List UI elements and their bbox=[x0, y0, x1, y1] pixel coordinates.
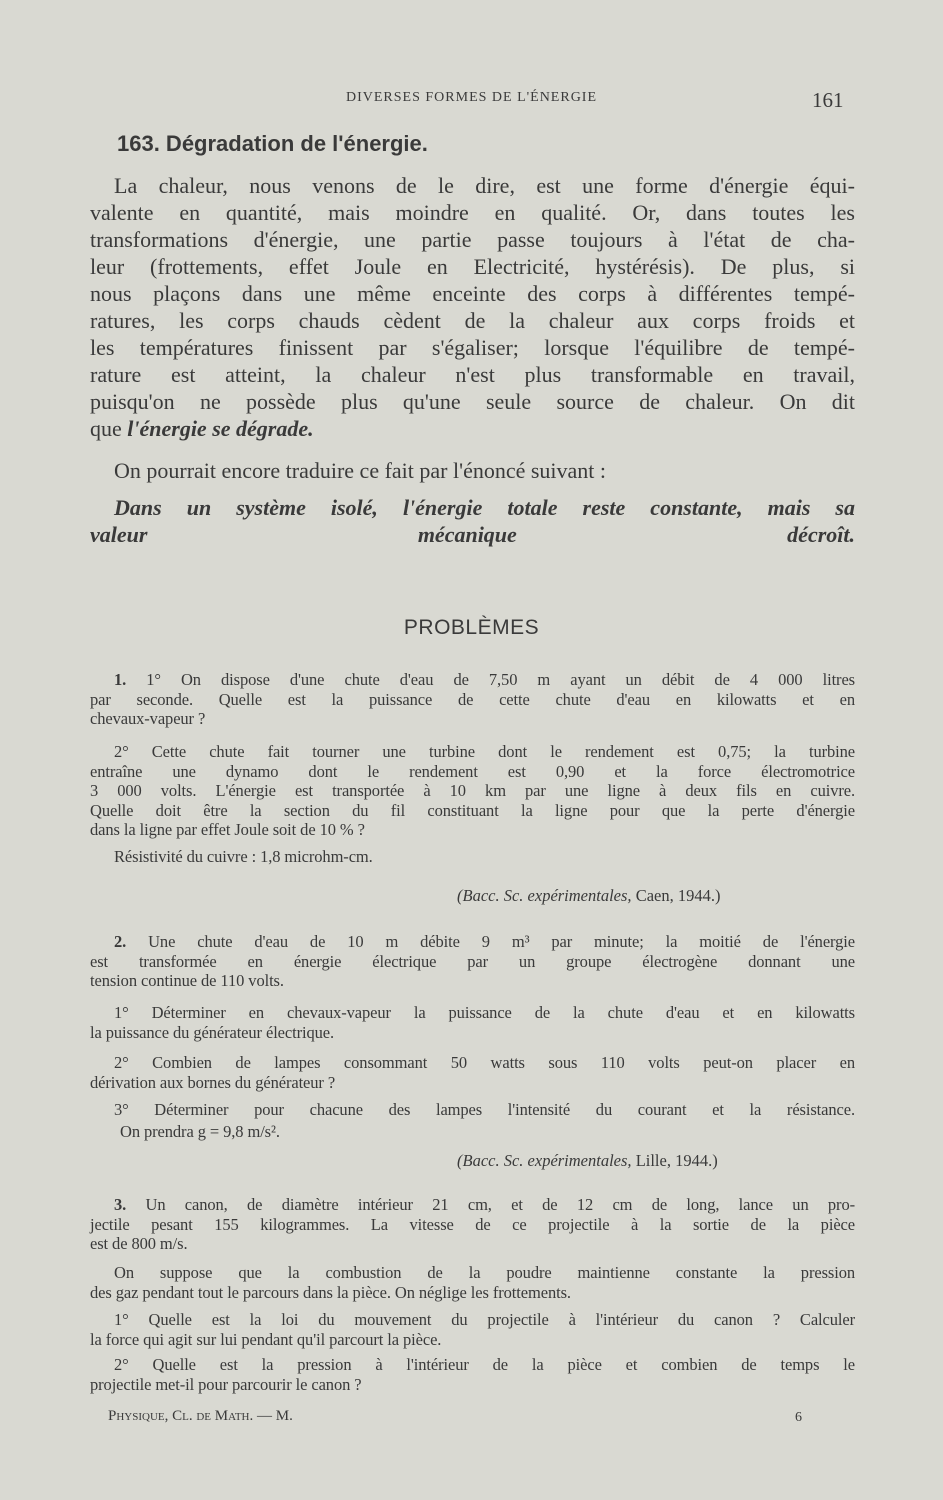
paragraph-pr3a bbox=[90, 1195, 855, 1254]
paragraph-pr2c bbox=[90, 1053, 855, 1092]
footer-signature: Physique, Cl. de Math. — M. bbox=[108, 1408, 293, 1424]
text-line: On suppose que la combustion de la poudre maintienne constante la pression bbox=[114, 1263, 855, 1282]
text-line: rature est atteint, la chaleur n'est plus transformable en travail, bbox=[90, 362, 855, 387]
text-segment: que bbox=[90, 416, 128, 441]
text-line: 2° Quelle est la pression à l'intérieur de la pièce et combien de temps le bbox=[114, 1355, 855, 1374]
paragraph-pr1a bbox=[90, 670, 855, 729]
text-line: On pourrait encore traduire ce fait par l'énoncé suivant : bbox=[114, 458, 607, 483]
text-line: des gaz pendant tout le parcours dans la pièce. On néglige les frottements. bbox=[90, 1282, 571, 1302]
text-line: On prendra g = 9,8 m/s². bbox=[120, 1122, 280, 1141]
source-citation-1 bbox=[457, 886, 720, 906]
paragraph-p2 bbox=[90, 457, 855, 484]
text-line: valente en quantité, mais moindre en qualité. Or, dans toutes les bbox=[90, 200, 855, 225]
source-ref: (Bacc. Sc. expérimentales, bbox=[457, 1151, 632, 1170]
text-line: la force qui agit sur lui pendant qu'il parcourt la pièce. bbox=[90, 1329, 442, 1349]
text-line: chevaux-vapeur ? bbox=[90, 709, 206, 728]
sheet-number: 6 bbox=[795, 1410, 802, 1425]
text-line bbox=[90, 494, 855, 521]
text-line: la puissance du générateur électrique. bbox=[90, 1022, 335, 1042]
text-segment: Une chute d'eau de 10 m débite 9 m³ par minute; la moitié de l'énergie bbox=[148, 932, 855, 951]
text-line: 3° Déterminer pour chacune des lampes l'intensité du courant et la résistance. bbox=[114, 1100, 855, 1119]
source-place: Lille, 1944.) bbox=[631, 1151, 718, 1170]
paragraph-pr1b bbox=[90, 742, 855, 840]
text-line: est transformée en énergie électrique par un groupe électrogène donnant une bbox=[90, 951, 855, 971]
text-line: 2° Combien de lampes consommant 50 watts sous 110 volts peut-on placer en bbox=[114, 1053, 855, 1072]
text-line: La chaleur, nous venons de le dire, est une forme d'énergie équi- bbox=[114, 173, 855, 198]
text-line: Résistivité du cuivre : 1,8 microhm-cm. bbox=[114, 847, 373, 866]
text-line: est de 800 m/s. bbox=[90, 1234, 188, 1253]
paragraph-pr2a bbox=[90, 932, 855, 991]
text-line bbox=[90, 521, 855, 548]
text-line: nous plaçons dans une même enceinte des corps à différentes tempé- bbox=[90, 281, 855, 306]
paragraph-p3 bbox=[90, 494, 855, 548]
source-citation-2 bbox=[457, 1151, 718, 1171]
section-title: 163. Dégradation de l'énergie. bbox=[117, 131, 428, 156]
text-line: puisqu'on ne possède plus qu'une seule source de chaleur. On dit bbox=[90, 389, 855, 414]
text-segment: Dans un système isolé, l'énergie totale reste constante, mais sa bbox=[114, 495, 855, 520]
text-line bbox=[90, 415, 855, 442]
paragraph-p1 bbox=[90, 172, 855, 442]
text-segment: valeur mécanique décroît. bbox=[90, 522, 855, 547]
text-line: jectile pesant 155 kilogrammes. La vitesse de ce projectile à la sortie de la pièce bbox=[90, 1214, 855, 1234]
text-line: 1° Déterminer en chevaux-vapeur la puissance de la chute d'eau et en kilowatts bbox=[114, 1003, 855, 1022]
text-segment: 1° On dispose d'une chute d'eau de 7,50 m ayant un débit de 4 000 litres bbox=[146, 670, 855, 689]
text-line: tension continue de 110 volts. bbox=[90, 971, 284, 990]
text-line: dans la ligne par effet Joule soit de 10 % ? bbox=[90, 820, 365, 839]
problems-heading: PROBLÈMES bbox=[403, 616, 540, 639]
text-line: projectile met-il pour parcourir le canon ? bbox=[90, 1374, 362, 1394]
paragraph-pr3d bbox=[90, 1355, 855, 1394]
text-line bbox=[90, 1195, 855, 1215]
text-line: par seconde. Quelle est la puissance de cette chute d'eau en kilowatts et en bbox=[90, 689, 855, 709]
source-ref: (Bacc. Sc. expérimentales, bbox=[457, 886, 632, 905]
text-segment: l'énergie se dégrade. bbox=[127, 416, 314, 441]
paragraph-pr1c bbox=[90, 847, 855, 867]
text-line: les températures finissent par s'égaliser; lorsque l'équilibre de tempé- bbox=[90, 335, 855, 360]
text-line: entraîne une dynamo dont le rendement est 0,90 et la force électromotrice bbox=[90, 761, 855, 781]
text-line: transformations d'énergie, une partie passe toujours à l'état de cha- bbox=[90, 227, 855, 252]
paragraph-pr2e bbox=[120, 1122, 885, 1142]
text-line: 3 000 volts. L'énergie est transportée à 10 km par une ligne à deux fils en cuivre. bbox=[90, 781, 855, 800]
source-place: Caen, 1944.) bbox=[631, 886, 721, 905]
text-line: ratures, les corps chauds cèdent de la chaleur aux corps froids et bbox=[90, 308, 855, 333]
text-line: 2° Cette chute fait tourner une turbine dont le rendement est 0,75; la turbine bbox=[114, 742, 855, 761]
text-line: 1° Quelle est la loi du mouvement du projectile à l'intérieur du canon ? Calculer bbox=[114, 1310, 855, 1329]
paragraph-pr3c bbox=[90, 1310, 855, 1349]
running-header: DIVERSES FORMES DE L'ÉNERGIE bbox=[345, 90, 598, 105]
text-line: leur (frottements, effet Joule en Electricité, hystérésis). De plus, si bbox=[90, 254, 855, 279]
paragraph-pr2b bbox=[90, 1003, 855, 1042]
text-line bbox=[90, 670, 855, 690]
paragraph-pr3b bbox=[90, 1263, 855, 1302]
paragraph-pr2d bbox=[90, 1100, 855, 1120]
text-segment: 1. bbox=[114, 670, 147, 689]
text-line: dérivation aux bornes du générateur ? bbox=[90, 1072, 336, 1092]
text-line: Quelle doit être la section du fil constituant la ligne pour que la perte d'énergie bbox=[90, 800, 855, 820]
text-segment: Un canon, de diamètre intérieur 21 cm, et de 12 cm de long, lance un pro- bbox=[145, 1195, 855, 1214]
text-line bbox=[90, 932, 855, 952]
text-segment: 3. bbox=[114, 1195, 146, 1214]
page-number: 161 bbox=[812, 88, 844, 112]
text-segment: 2. bbox=[114, 932, 149, 951]
